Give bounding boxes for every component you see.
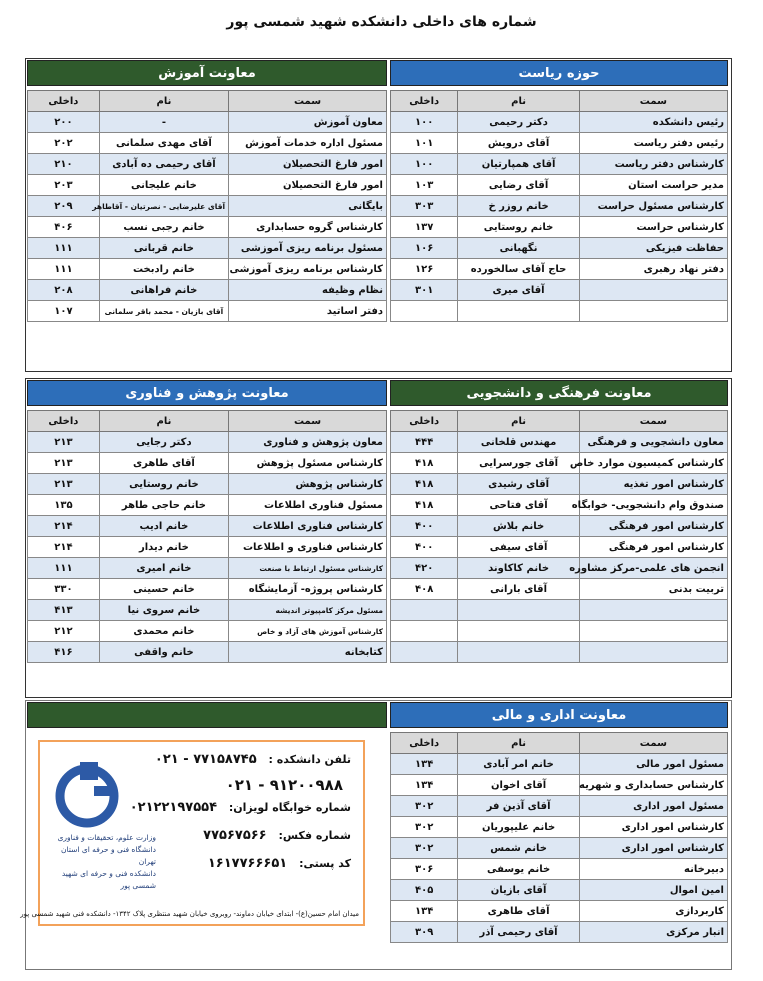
extension-cell: ۲۱۳ — [28, 432, 100, 453]
extension-cell: ۴۱۳ — [28, 600, 100, 621]
phone-line — [155, 752, 351, 767]
position-cell: دفتر نهاد رهبری — [579, 259, 727, 280]
extension-cell: ۳۰۹ — [391, 922, 458, 943]
position-cell: کارشناس حراست — [579, 217, 727, 238]
table-row — [391, 754, 728, 775]
extension-cell: ۳۰۲ — [391, 817, 458, 838]
table-row — [28, 154, 387, 175]
position-cell: مسئول اداره خدمات آموزش — [229, 133, 387, 154]
dorm-value: ۰۲۱۲۲۱۹۷۵۵۴ — [129, 800, 218, 815]
extension-cell — [391, 600, 458, 621]
extension-cell: ۳۰۱ — [391, 280, 458, 301]
position-cell: رئیس دانشکده — [579, 112, 727, 133]
dorm-label: شماره خوابگاه لویزان: — [228, 801, 351, 814]
extension-cell — [391, 621, 458, 642]
extension-cell: ۲۱۴ — [28, 516, 100, 537]
table-row — [28, 133, 387, 154]
name-cell: آقای رشیدی — [458, 474, 579, 495]
table-row — [28, 196, 387, 217]
name-cell: خانم رجبی نسب — [99, 217, 228, 238]
farhangi-table — [390, 410, 728, 663]
extension-cell: ۲۱۳ — [28, 453, 100, 474]
name-cell: خانم دیدار — [99, 537, 228, 558]
name-cell: خانم حسینی — [99, 579, 228, 600]
table-row — [28, 238, 387, 259]
name-cell: دکتر رجایی — [99, 432, 228, 453]
extension-cell: ۲۰۹ — [28, 196, 100, 217]
extension-cell: ۴۰۰ — [391, 537, 458, 558]
extension-cell: ۲۰۲ — [28, 133, 100, 154]
position-cell: انبار مرکزی — [579, 922, 727, 943]
position-cell: نظام وظیفه — [229, 280, 387, 301]
name-cell — [458, 301, 579, 322]
position-cell: کارشناس آموزش های آزاد و خاص — [229, 621, 387, 642]
extension-cell: ۱۰۷ — [28, 301, 100, 322]
extension-cell: ۴۰۰ — [391, 516, 458, 537]
extension-cell: ۴۲۰ — [391, 558, 458, 579]
extension-cell: ۴۰۵ — [391, 880, 458, 901]
name-cell: خانم روزر خ — [458, 196, 579, 217]
name-cell: آقای طاهری — [99, 453, 228, 474]
name-cell: دکتر رحیمی — [458, 112, 579, 133]
name-cell: حاج آقای سالخورده — [458, 259, 579, 280]
position-cell — [579, 600, 727, 621]
position-cell: دفتر اساتید — [229, 301, 387, 322]
phone-label: تلفن دانشکده : — [268, 753, 351, 766]
table-row — [28, 621, 387, 642]
column-header-name: نام — [99, 91, 228, 112]
name-cell: خانم روستایی — [99, 474, 228, 495]
position-cell: مسئول امور مالی — [579, 754, 727, 775]
name-cell: نگهبانی — [458, 238, 579, 259]
extension-cell: ۱۰۰ — [391, 112, 458, 133]
position-cell: امور فارغ التحصیلان — [229, 154, 387, 175]
extension-cell: ۱۳۴ — [391, 754, 458, 775]
position-cell: کارشناس فناوری اطلاعات — [229, 516, 387, 537]
column-header-name: نام — [458, 411, 579, 432]
riasat-panel — [390, 60, 728, 322]
table-row — [28, 301, 387, 322]
table-row — [391, 838, 728, 859]
table-row — [391, 196, 728, 217]
contact-card — [20, 740, 365, 926]
table-row — [28, 495, 387, 516]
table-row — [391, 453, 728, 474]
address-text: میدان امام حسین(ع)- ابتدای خیابان دماوند- روبروی خیابان شهید منتظری پلاک ۱۳۴۲- دانشکده فنی شهید شمسی پور — [20, 910, 359, 918]
column-header-name: نام — [458, 733, 579, 754]
table-row — [391, 880, 728, 901]
name-cell: خانم رادبخت — [99, 259, 228, 280]
name-cell: خانم واقفی — [99, 642, 228, 663]
table-row — [391, 432, 728, 453]
table-row — [391, 217, 728, 238]
riasat-header: حوزه ریاست — [390, 60, 728, 86]
farhangi-header: معاونت فرهنگی و دانشجویی — [390, 380, 728, 406]
position-cell: کارشناس پژوهش — [229, 474, 387, 495]
extension-cell: ۱۱۱ — [28, 238, 100, 259]
pajoohesh-panel — [27, 380, 387, 663]
position-cell: معاون پژوهش و فناوری — [229, 432, 387, 453]
column-header-extension: داخلی — [28, 411, 100, 432]
table-row — [391, 642, 728, 663]
column-header-name: نام — [458, 91, 579, 112]
position-cell: صندوق وام دانشجویی- خوابگاه — [579, 495, 727, 516]
name-cell: آقای بارانی — [458, 579, 579, 600]
table-row — [28, 642, 387, 663]
extension-cell: ۲۰۳ — [28, 175, 100, 196]
name-cell: آقای مهدی سلمانی — [99, 133, 228, 154]
postal-line — [208, 856, 351, 871]
table-row — [28, 453, 387, 474]
name-cell: آقای میری — [458, 280, 579, 301]
phone-value-2: ۹۱۲۰۰۹۸۸ - ۰۲۱ — [225, 776, 343, 794]
extension-cell — [391, 642, 458, 663]
name-cell: آقای رضایی — [458, 175, 579, 196]
extension-cell: ۳۰۳ — [391, 196, 458, 217]
table-row — [28, 516, 387, 537]
name-cell: آقای طاهری — [458, 901, 579, 922]
table-row — [28, 537, 387, 558]
name-cell: آقای آذین فر — [458, 796, 579, 817]
table-row — [28, 112, 387, 133]
extension-cell: ۱۰۰ — [391, 154, 458, 175]
edari-panel — [390, 702, 728, 943]
table-row — [391, 238, 728, 259]
edari-table — [390, 732, 728, 943]
table-row — [391, 558, 728, 579]
table-row — [28, 280, 387, 301]
amoozesh-table — [27, 90, 387, 322]
table-row — [391, 859, 728, 880]
table-row — [391, 621, 728, 642]
extension-cell: ۴۱۶ — [28, 642, 100, 663]
table-row — [28, 175, 387, 196]
table-row — [28, 474, 387, 495]
table-row — [391, 301, 728, 322]
position-cell: بایگانی — [229, 196, 387, 217]
phone-value: ۷۷۱۵۸۷۴۵ - ۰۲۱ — [154, 752, 257, 767]
name-cell — [458, 642, 579, 663]
name-cell: آقای بازیان - محمد باقر سلمانی — [99, 301, 228, 322]
position-cell — [579, 621, 727, 642]
name-cell: خانم علیپوریان — [458, 817, 579, 838]
logo-caption — [46, 832, 156, 892]
table-row — [391, 259, 728, 280]
name-cell: خانم علیجانی — [99, 175, 228, 196]
table-row — [391, 901, 728, 922]
name-cell: خانم یوسفی — [458, 859, 579, 880]
logo-caption-line: دانشکده فنی و حرفه ای شهید شمسی پور — [61, 869, 156, 890]
position-cell: مدیر حراست استان — [579, 175, 727, 196]
extension-cell: ۲۱۰ — [28, 154, 100, 175]
name-cell: آقای سیفی — [458, 537, 579, 558]
position-cell — [579, 280, 727, 301]
name-cell: آقای اخوان — [458, 775, 579, 796]
column-header-position: سمت — [579, 411, 727, 432]
name-cell: خانم سروی نیا — [99, 600, 228, 621]
extension-cell: ۴۱۸ — [391, 474, 458, 495]
position-cell: کارشناس پروژه- آزمایشگاه — [229, 579, 387, 600]
extension-cell: ۲۱۳ — [28, 474, 100, 495]
table-row — [28, 600, 387, 621]
table-row — [391, 154, 728, 175]
position-cell: مسئول امور اداری — [579, 796, 727, 817]
position-cell: مسئول برنامه ریزی آموزشی — [229, 238, 387, 259]
postal-label: کد پستی: — [299, 857, 351, 870]
extension-cell: ۱۳۴ — [391, 775, 458, 796]
amoozesh-header: معاونت آموزش — [27, 60, 387, 86]
extension-cell: ۴۰۶ — [28, 217, 100, 238]
fax-value: ۷۷۵۶۷۵۶۶ — [203, 828, 267, 843]
extension-cell — [391, 301, 458, 322]
extension-cell: ۱۰۳ — [391, 175, 458, 196]
position-cell: انجمن های علمی-مرکز مشاوره — [579, 558, 727, 579]
amoozesh-panel — [27, 60, 387, 322]
dorm-line — [130, 800, 351, 815]
fax-line — [203, 828, 351, 843]
position-cell: مسئول مرکز کامپیوتر اندیشه — [229, 600, 387, 621]
extension-cell: ۱۳۴ — [391, 901, 458, 922]
table-row — [391, 600, 728, 621]
name-cell: آقای جورسرایی — [458, 453, 579, 474]
position-cell: کارشناس فناوری و اطلاعات — [229, 537, 387, 558]
position-cell: کارشناس امور فرهنگی — [579, 516, 727, 537]
extension-cell: ۴۱۸ — [391, 495, 458, 516]
name-cell: خانم بلاش — [458, 516, 579, 537]
table-row — [391, 516, 728, 537]
column-header-extension: داخلی — [391, 733, 458, 754]
extension-cell: ۱۰۱ — [391, 133, 458, 154]
table-row — [28, 259, 387, 280]
name-cell: آقای رحیمی آذر — [458, 922, 579, 943]
extension-cell: ۲۱۴ — [28, 537, 100, 558]
logo-caption-line: وزارت علوم، تحقیقات و فناوری — [57, 833, 156, 842]
position-cell: امور فارغ التحصیلان — [229, 175, 387, 196]
table-row — [28, 432, 387, 453]
position-cell: کارشناس حسابداری و شهریه — [579, 775, 727, 796]
table-row — [391, 133, 728, 154]
extension-cell: ۱۲۶ — [391, 259, 458, 280]
pajoohesh-header: معاونت پژوهش و فناوری — [27, 380, 387, 406]
position-cell: کارشناس مسئول حراست — [579, 196, 727, 217]
position-cell: کارشناس کمیسیون موارد خاص — [579, 453, 727, 474]
fax-label: شماره فکس: — [278, 829, 351, 842]
column-header-position: سمت — [579, 733, 727, 754]
name-cell: آقای رحیمی ده آبادی — [99, 154, 228, 175]
table-row — [391, 775, 728, 796]
column-header-extension: داخلی — [391, 91, 458, 112]
extension-cell: ۴۰۸ — [391, 579, 458, 600]
extension-cell: ۳۳۰ — [28, 579, 100, 600]
position-cell: کارشناس مسئول پژوهش — [229, 453, 387, 474]
column-header-extension: داخلی — [391, 411, 458, 432]
name-cell: خانم شمس — [458, 838, 579, 859]
position-cell — [579, 642, 727, 663]
bottom-left-header — [27, 702, 387, 728]
column-header-extension: داخلی — [28, 91, 100, 112]
position-cell: کارشناس برنامه ریزی آموزشی — [229, 259, 387, 280]
name-cell: آقای بازیان — [458, 880, 579, 901]
extension-cell: ۱۱۱ — [28, 558, 100, 579]
extension-cell: ۱۰۶ — [391, 238, 458, 259]
name-cell: مهندس قلخانی — [458, 432, 579, 453]
table-row — [28, 579, 387, 600]
name-cell: خانم فراهانی — [99, 280, 228, 301]
extension-cell: ۲۱۲ — [28, 621, 100, 642]
position-cell: کارشناس امور اداری — [579, 817, 727, 838]
table-row — [391, 495, 728, 516]
extension-cell: ۴۱۸ — [391, 453, 458, 474]
phone-line-2 — [226, 776, 351, 794]
name-cell: آقای درویش — [458, 133, 579, 154]
position-cell: معاون آموزش — [229, 112, 387, 133]
name-cell — [458, 621, 579, 642]
logo-caption-line: دانشگاه فنی و حرفه ای استان تهران — [61, 845, 156, 866]
position-cell: حفاظت فیزیکی — [579, 238, 727, 259]
position-cell: امین اموال — [579, 880, 727, 901]
table-row — [391, 112, 728, 133]
name-cell: آقای علیرضایی - نصرتیان - آقاطاهر — [99, 196, 228, 217]
extension-cell: ۳۰۲ — [391, 838, 458, 859]
extension-cell: ۲۰۰ — [28, 112, 100, 133]
extension-cell: ۴۴۴ — [391, 432, 458, 453]
column-header-position: سمت — [579, 91, 727, 112]
name-cell: خانم کاکاوند — [458, 558, 579, 579]
position-cell: کاربردازی — [579, 901, 727, 922]
table-row — [391, 280, 728, 301]
name-cell: خانم محمدی — [99, 621, 228, 642]
column-header-name: نام — [99, 411, 228, 432]
position-cell: رئیس دفتر ریاست — [579, 133, 727, 154]
name-cell: خانم حاجی طاهر — [99, 495, 228, 516]
table-row — [391, 579, 728, 600]
position-cell: کارشناس گروه حسابداری — [229, 217, 387, 238]
position-cell: کارشناس دفتر ریاست — [579, 154, 727, 175]
pajoohesh-table — [27, 410, 387, 663]
table-row — [28, 558, 387, 579]
table-row — [28, 217, 387, 238]
table-row — [391, 175, 728, 196]
name-cell: آقای فتاحی — [458, 495, 579, 516]
position-cell — [579, 301, 727, 322]
position-cell: دبیرخانه — [579, 859, 727, 880]
page-title: شماره های داخلی دانشکده شهید شمسی پور — [226, 14, 537, 30]
riasat-table — [390, 90, 728, 322]
table-row — [391, 922, 728, 943]
farhangi-panel — [390, 380, 728, 663]
name-cell: - — [99, 112, 228, 133]
edari-header: معاونت اداری و مالی — [390, 702, 728, 728]
name-cell: آقای همپارتیان — [458, 154, 579, 175]
position-cell: کتابخانه — [229, 642, 387, 663]
column-header-position: سمت — [229, 411, 387, 432]
table-row — [391, 796, 728, 817]
name-cell: خانم امر آبادی — [458, 754, 579, 775]
position-cell: معاون دانشجویی و فرهنگی — [579, 432, 727, 453]
position-cell: کارشناس امور اداری — [579, 838, 727, 859]
position-cell: کارشناس امور تغذیه — [579, 474, 727, 495]
university-logo-icon — [50, 756, 124, 830]
extension-cell: ۱۳۵ — [28, 495, 100, 516]
extension-cell: ۳۰۲ — [391, 796, 458, 817]
name-cell — [458, 600, 579, 621]
position-cell: مسئول فناوری اطلاعات — [229, 495, 387, 516]
table-row — [391, 537, 728, 558]
table-row — [391, 474, 728, 495]
name-cell: خانم امیری — [99, 558, 228, 579]
position-cell: کارشناس امور فرهنگی — [579, 537, 727, 558]
name-cell: خانم روستایی — [458, 217, 579, 238]
name-cell: خانم ادیب — [99, 516, 228, 537]
postal-value: ۱۶۱۷۷۶۶۶۵۱ — [207, 856, 288, 871]
extension-cell: ۱۳۷ — [391, 217, 458, 238]
table-row — [391, 817, 728, 838]
extension-cell: ۱۱۱ — [28, 259, 100, 280]
extension-cell: ۲۰۸ — [28, 280, 100, 301]
position-cell: تربیت بدنی — [579, 579, 727, 600]
name-cell: خانم قربانی — [99, 238, 228, 259]
extension-cell: ۳۰۶ — [391, 859, 458, 880]
column-header-position: سمت — [229, 91, 387, 112]
position-cell: کارشناس مسئول ارتباط با صنعت — [229, 558, 387, 579]
